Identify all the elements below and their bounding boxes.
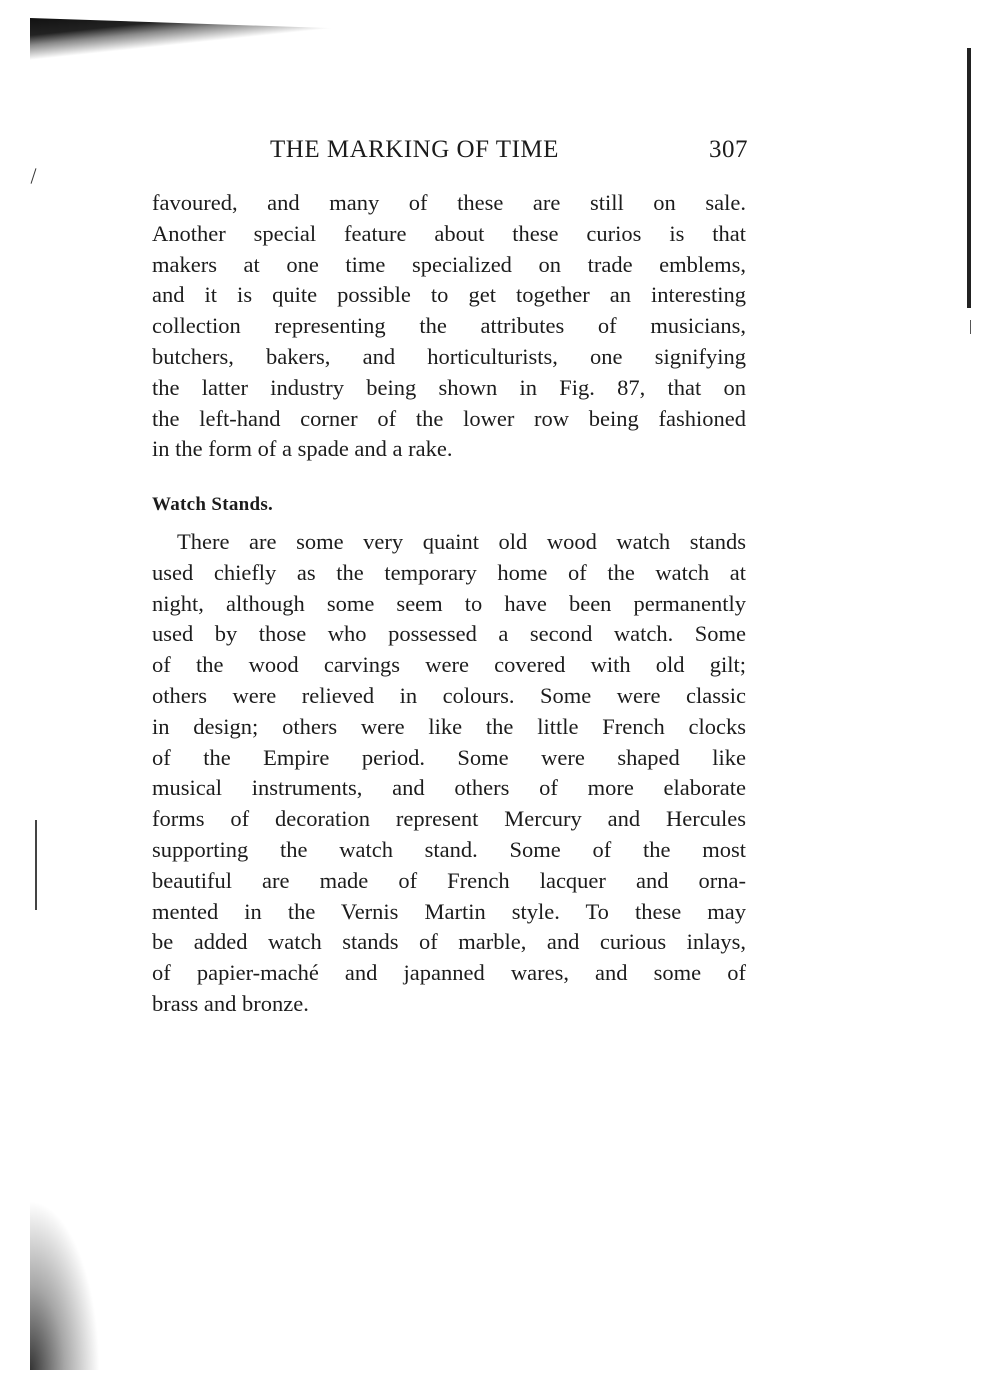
- text-line: be added watch stands of marble, and curious inlays,: [152, 929, 746, 955]
- text-line: used chiefly as the temporary home of the watch at: [152, 559, 746, 585]
- text-line: musical instruments, and others of more elaborate: [152, 775, 746, 801]
- page-number: 307: [709, 136, 748, 163]
- text-line: There are some very quaint old wood watch stands: [177, 529, 746, 554]
- text-line: in design; others were like the little French clocks: [152, 713, 746, 739]
- text-line: the left-hand corner of the lower row being fashioned: [152, 405, 746, 431]
- scan-edge-mark: [970, 320, 971, 334]
- text-line: mented in the Vernis Martin style. To these may: [152, 898, 746, 924]
- text-line: others were relieved in colours. Some were classic: [152, 682, 746, 708]
- text-line: brass and bronze.: [152, 990, 309, 1016]
- text-line: used by those who possessed a second watch. Some: [152, 621, 746, 647]
- scan-shadow-top: [30, 18, 350, 108]
- text-line: Another special feature about these curios is that: [152, 220, 746, 246]
- paragraph-continued: [152, 188, 746, 465]
- section-heading: Watch Stands.: [152, 494, 274, 515]
- text-line: favoured, and many of these are still on sale.: [152, 190, 746, 215]
- text-line: of the wood carvings were covered with old gilt;: [152, 652, 746, 678]
- text-line: butchers, bakers, and horticulturists, one signifying: [152, 343, 746, 369]
- scan-shadow-bottom: [30, 1200, 100, 1370]
- text-line: beautiful are made of French lacquer and orna-: [152, 867, 746, 893]
- text-line: in the form of a spade and a rake.: [152, 436, 453, 462]
- text-line: of papier-maché and japanned wares, and some of: [152, 960, 746, 986]
- paragraph-watch-stands: [152, 527, 746, 1020]
- text-line: collection representing the attributes of musicians,: [152, 313, 746, 339]
- running-title: THE MARKING OF TIME: [270, 136, 559, 163]
- text-line: makers at one time specialized on trade emblems,: [152, 251, 746, 277]
- text-line: night, although some seem to have been permanently: [152, 590, 746, 616]
- text-line: of the Empire period. Some were shaped like: [152, 744, 746, 770]
- scan-tick-mark: [31, 168, 37, 184]
- text-line: the latter industry being shown in Fig. 87, that on: [152, 374, 746, 400]
- running-head: [270, 136, 748, 170]
- text-line: and it is quite possible to get together an interesting: [152, 282, 746, 308]
- text-line: forms of decoration represent Mercury and Hercules: [152, 806, 746, 832]
- scan-edge-line: [967, 48, 971, 308]
- text-line: supporting the watch stand. Some of the most: [152, 836, 746, 862]
- scan-edge-line-left: [35, 820, 37, 910]
